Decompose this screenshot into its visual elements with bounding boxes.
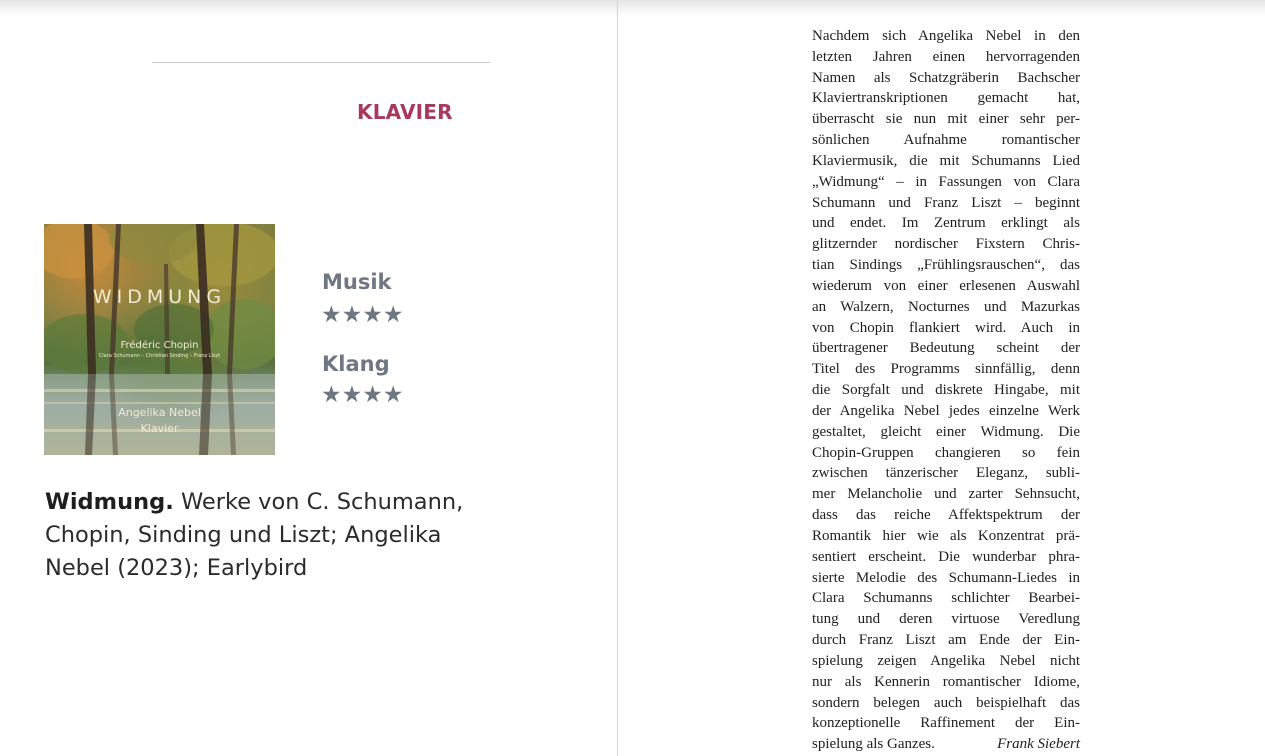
release-details: Werke von C. Schumann, Chopin, Sinding und Liszt; Angelika Nebel (2023); Earlybird (45, 489, 464, 581)
review-line: von Chopin flankiert wird. Auch in (812, 319, 1080, 336)
review-line: wiederum von einer erlesenen Auswahl (812, 277, 1080, 294)
review-line: Klaviertranskriptionen gemacht hat, (812, 90, 1080, 107)
review-line: tung und deren virtuose Veredlung (812, 611, 1080, 628)
review-line: übertragener Bedeutung scheint der (812, 340, 1080, 357)
review-line: glitzernder nordischer Fixstern Chris- (812, 236, 1080, 253)
section-label: KLAVIER (357, 100, 453, 124)
cover-instrument: Klavier (140, 422, 179, 435)
review-line: „Widmung“ – in Fassungen von Clara (812, 173, 1080, 190)
review-line: an Walzern, Nocturnes und Mazurkas (812, 298, 1080, 315)
review-line: die Sorgfalt und diskrete Hingabe, mit (812, 382, 1080, 399)
rating-stars-klang: ★★★★ (321, 382, 404, 408)
review-line: Namen als Schatzgräberin Bachscher (812, 69, 1080, 86)
review-line: konzeptionelle Raffinement der Ein- (812, 715, 1080, 732)
cover-other-composers: Clara Schumann – Christian Sinding – Franz Liszt (98, 353, 221, 359)
review-line: und endet. Im Zentrum erklingt als (812, 215, 1080, 232)
review-line: mer Melancholie und zarter Sehnsucht, (812, 486, 1080, 503)
release-title: Widmung. (45, 489, 174, 515)
review-line: Clara Schumanns schlichter Bearbei- (812, 590, 1080, 607)
rating-stars-musik: ★★★★ (321, 302, 404, 328)
cover-title: WIDMUNG (92, 286, 227, 308)
review-text (812, 26, 1080, 755)
review-line: Schumann und Franz Liszt – beginnt (812, 194, 1080, 211)
review-line: Titel des Programms sinnfällig, denn (812, 361, 1080, 378)
review-author: Frank Siebert (997, 736, 1080, 753)
review-line: Romantik hier wie als Konzentrat prä- (812, 527, 1080, 544)
top-shadow (0, 0, 1265, 16)
release-info (45, 486, 485, 585)
review-line: sentiert erscheint. Die wunderbar phra- (812, 548, 1080, 565)
review-line: Klaviermusik, die mit Schumanns Lied (812, 152, 1080, 169)
review-line: Chopin-Gruppen changieren so fein (812, 444, 1080, 461)
header-rule (152, 62, 490, 63)
cover-composer: Frédéric Chopin (120, 340, 199, 351)
review-line: überrascht sie nun mit einer sehr per- (812, 111, 1080, 128)
rating-label-musik: Musik (322, 270, 392, 294)
review-line: spielung zeigen Angelika Nebel nicht (812, 652, 1080, 669)
review-line: sönlichen Aufnahme romantischer (812, 132, 1080, 149)
review-closing: spielung als Ganzes. (812, 736, 935, 753)
page-divider (617, 0, 618, 756)
album-cover (44, 224, 275, 455)
review-line: sierte Melodie des Schumann-Liedes in (812, 569, 1080, 586)
review-line: zwischen tänzerischer Eleganz, subli- (812, 465, 1080, 482)
cover-artist: Angelika Nebel (118, 406, 201, 419)
review-line: gestaltet, gleicht einer Widmung. Die (812, 423, 1080, 440)
review-line: Nachdem sich Angelika Nebel in den (812, 28, 1080, 44)
review-line: durch Franz Liszt am Ende der Ein- (812, 632, 1080, 649)
review-line: der Angelika Nebel jedes einzelne Werk (812, 402, 1080, 419)
review-line: nur als Kennerin romantischer Idiome, (812, 673, 1080, 690)
review-line: letzten Jahren einen hervorragenden (812, 48, 1080, 65)
review-last-line (812, 734, 1080, 755)
review-line: tian Sindings „Frühlingsrauschen“, das (812, 257, 1080, 274)
review-line: dass das reiche Affektspektrum der (812, 507, 1080, 524)
review-line: sondern belegen auch beispielhaft das (812, 694, 1080, 711)
rating-label-klang: Klang (322, 352, 390, 376)
